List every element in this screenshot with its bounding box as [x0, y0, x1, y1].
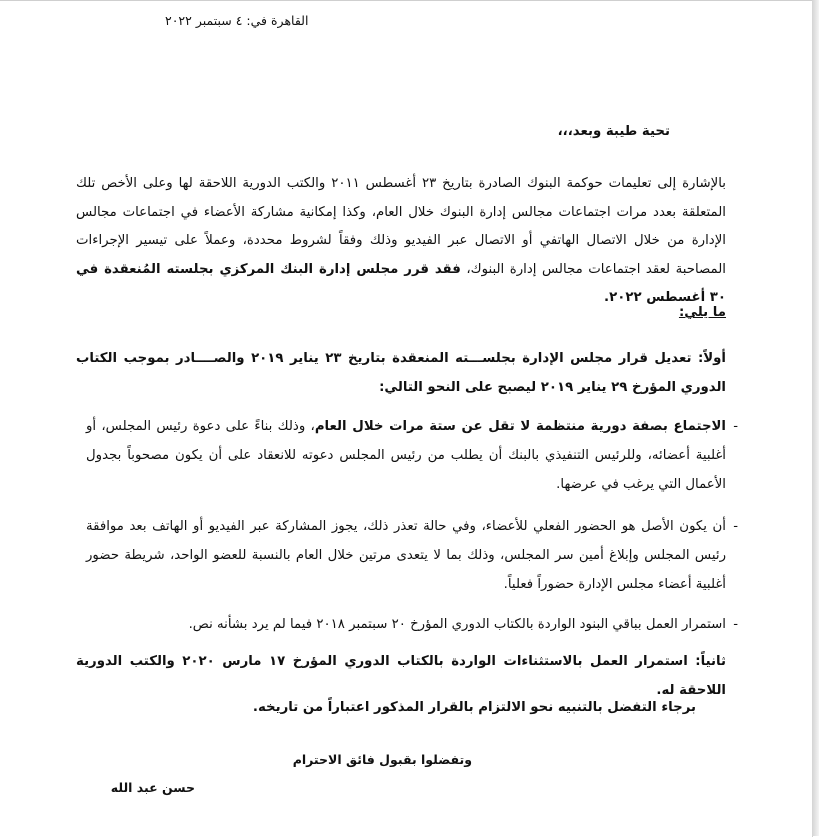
- bullet-item: [86, 512, 738, 599]
- section-heading: ما يلي:: [678, 305, 726, 320]
- closing-line: وتفضلوا بقبول فائق الاحترام: [292, 752, 472, 767]
- bullet-dash: -: [733, 419, 738, 434]
- bullet-item: [86, 610, 738, 639]
- greeting: تحية طيبة وبعد،،،: [557, 124, 670, 139]
- bullet-text: ، وذلك بناءً على دعوة رئيس المجلس، أو أغلبية أعضائه، وللرئيس التنفيذي بالبنك أن يطلب من رئيس المجلس دعوته للانعقاد على أن يكون مصحوباً بجدول الأعمال التي يرغب في عرضها.: [86, 419, 726, 492]
- page-shadow: [812, 0, 819, 836]
- bullet-text: استمرار العمل بباقي البنود الواردة بالكتاب الدوري المؤرخ ٢٠ سبتمبر ٢٠١٨ فيما لم يرد بشأنه نص.: [188, 617, 726, 632]
- document-date: القاهرة في: ٤ سبتمبر ٢٠٢٢: [165, 13, 309, 28]
- first-clause: أولاً: تعديل قرار مجلس الإدارة بجلســـته المنعقدة بتاريخ ٢٣ يناير ٢٠١٩ والصــــادر بموجب الكتاب الدوري المؤرخ ٢٩ يناير ٢٠١٩ ليصبح على النحو التالي:: [76, 351, 726, 395]
- bullet-text: أن يكون الأصل هو الحضور الفعلي للأعضاء، وفي حالة تعذر ذلك، يجوز المشاركة عبر الفيديو أو الهاتف بعد موافقة رئيس المجلس وإبلاغ أمين سر المجلس، وذلك بما لا يتعدى مرتين خلال العام بالنسبة للعضو الواحد، شريطة حضور أغلبية أعضاء مجلس الإدارة حضوراً فعلياً.: [86, 519, 726, 592]
- intro-decision: فقد قرر مجلس إدارة البنك المركزي بجلسته المُنعقدة في ٣٠ أغسطس ٢٠٢٢.: [76, 261, 726, 305]
- bullet-bold-text: الاجتماع بصفة دورية منتظمة لا تقل عن ستة مرات خلال العام: [314, 419, 726, 434]
- signer-name: حسن عبد الله: [110, 780, 195, 795]
- bullet-dash: -: [733, 617, 738, 632]
- intro-text: بالإشارة إلى تعليمات حوكمة البنوك الصادرة بتاريخ ٢٣ أغسطس ٢٠١١ والكتب الدورية اللاحقة لها وعلى الأخص تلك المتعلقة بعدد مرات اجتماعات مجالس إدارة البنوك خلال العام، وكذا إمكانية مشاركة الأعضاء في اجتماعات مجالس الإدارة من خلال الاتصال الهاتفي أو الاتصال عبر الفيديو وذلك وفقاً لشروط محددة، وعملاً على تيسير الإجراءات المصاحبة لعقد اجتماعات مجالس إدارة البنوك،: [76, 176, 726, 277]
- bullet-dash: -: [733, 519, 738, 534]
- intro-paragraph: [76, 170, 726, 313]
- second-clause: ثانياً: استمرار العمل بالاستثناءات الواردة بالكتاب الدوري المؤرخ ١٧ مارس ٢٠٢٠ والكتب الدورية اللاحقة له.: [76, 654, 726, 698]
- request-line: برجاء التفضل بالتنبيه نحو الالتزام بالقرار المذكور اعتباراً من تاريخه.: [252, 700, 696, 715]
- bullet-item: [86, 412, 738, 499]
